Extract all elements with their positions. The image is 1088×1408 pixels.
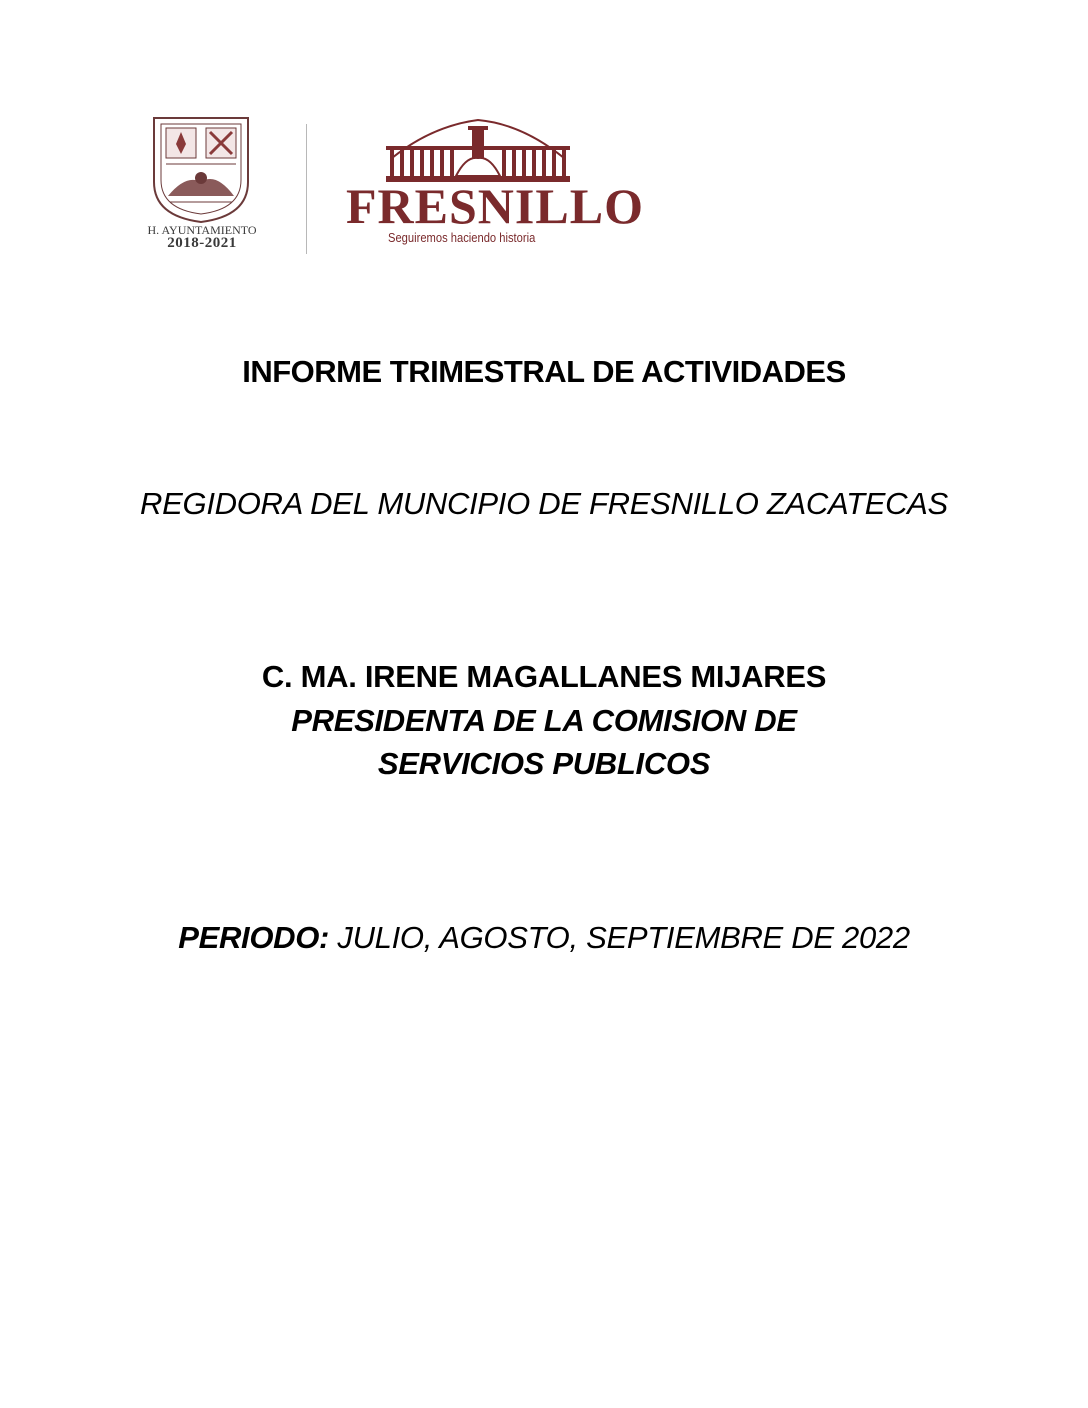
seal-caption-years: 2018-2021 <box>167 235 237 251</box>
period-value: JULIO, AGOSTO, SEPTIEMBRE DE 2022 <box>329 920 910 955</box>
seal-caption-line1: H. AYUNTAMIENTO <box>147 223 257 237</box>
official-name: C. MA. IRENE MAGALLANES MIJARES <box>261 659 827 694</box>
fresnillo-logo-text: FRESNILLO <box>346 178 644 234</box>
municipal-seal-icon <box>146 112 256 224</box>
period-label: PERIODO: <box>178 920 330 955</box>
document-title: INFORME TRIMESTRAL DE ACTIVIDADES <box>242 354 846 389</box>
official-role-line2: SERVICIOS PUBLICOS <box>377 746 711 781</box>
fresnillo-slogan: Seguiremos haciendo historia <box>388 230 536 245</box>
period-line <box>0 918 1088 958</box>
seal-caption <box>138 224 266 250</box>
letterhead <box>138 108 658 260</box>
logo-divider <box>306 124 307 254</box>
official-role-line1: PRESIDENTA DE LA COMISION DE <box>291 703 797 738</box>
document-subtitle: REGIDORA DEL MUNCIPIO DE FRESNILLO ZACATECAS <box>140 486 948 521</box>
